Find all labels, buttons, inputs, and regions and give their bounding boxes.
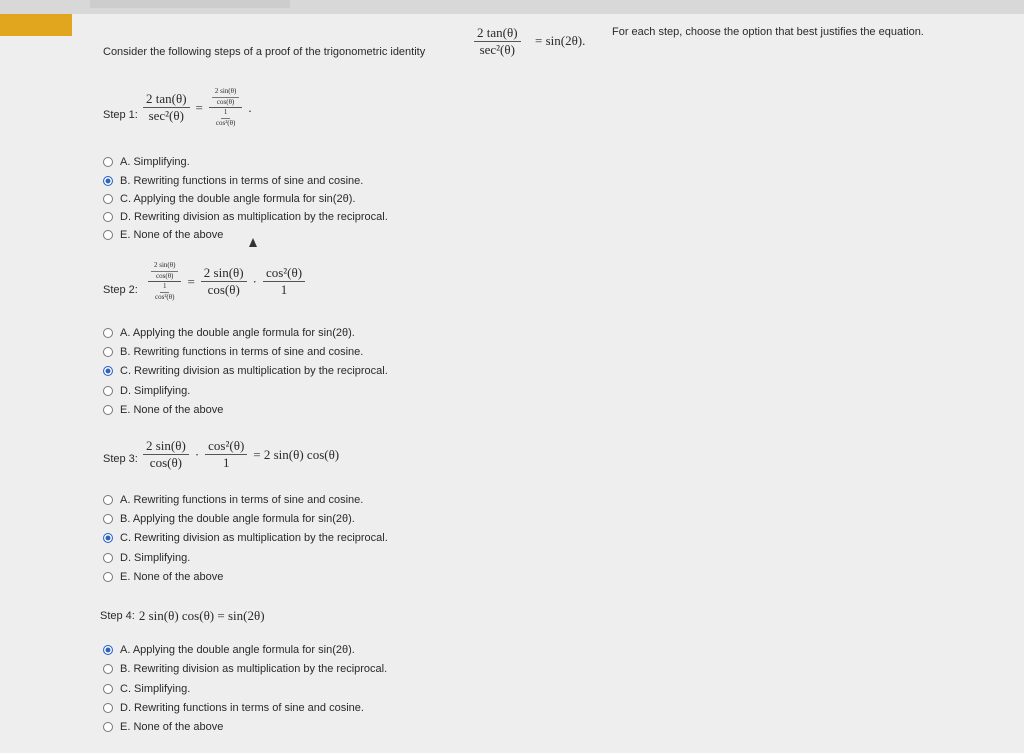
radio-icon[interactable] xyxy=(103,212,113,222)
option-label: A. Applying the double angle formula for sin(2θ). xyxy=(120,327,355,339)
step-2-option-b[interactable] xyxy=(103,344,363,360)
step-4-option-c[interactable] xyxy=(103,681,190,697)
radio-icon[interactable] xyxy=(103,722,113,732)
radio-icon[interactable] xyxy=(103,328,113,338)
step-4-label: Step 4: xyxy=(100,610,135,622)
step-1-option-c[interactable] xyxy=(103,191,355,207)
step-2-lhs-inner-numerator: 2 sin(θ) xyxy=(151,262,178,272)
radio-icon[interactable] xyxy=(103,514,113,524)
accent-tab xyxy=(0,14,72,36)
step-1-option-d[interactable] xyxy=(103,209,388,225)
step-4-option-a[interactable] xyxy=(103,642,355,658)
radio-selected-icon[interactable] xyxy=(103,176,113,186)
option-label: D. Simplifying. xyxy=(120,552,191,564)
step-4-option-e[interactable] xyxy=(103,719,223,735)
step-2-label: Step 2: xyxy=(103,284,138,296)
step-4-option-b[interactable] xyxy=(103,661,387,677)
radio-icon[interactable] xyxy=(103,194,113,204)
step-3-option-d[interactable] xyxy=(103,550,190,566)
radio-selected-icon[interactable] xyxy=(103,645,113,655)
step-1-option-e[interactable] xyxy=(103,227,223,243)
step-2-rhs-b-numerator: cos²(θ) xyxy=(263,266,305,282)
radio-icon[interactable] xyxy=(103,230,113,240)
option-label: B. Applying the double angle formula for sin(2θ). xyxy=(120,513,355,525)
identity-fraction xyxy=(474,26,521,58)
radio-icon[interactable] xyxy=(103,495,113,505)
identity-rhs: = sin(2θ). xyxy=(535,33,586,48)
option-label: A. Rewriting functions in terms of sine and cosine. xyxy=(120,494,364,506)
identity-numerator: 2 tan(θ) xyxy=(474,26,521,42)
step-1-rhs-lower-numerator: 1 xyxy=(221,109,231,119)
step-3-lhs-b-numerator: cos²(θ) xyxy=(205,439,247,455)
equals-sign: = xyxy=(187,273,195,289)
multiply-dot: · xyxy=(194,446,200,462)
step-1-option-b[interactable] xyxy=(103,173,363,189)
option-label: B. Rewriting division as multiplication by the reciprocal. xyxy=(120,663,388,675)
step-1-equation xyxy=(143,88,252,128)
radio-icon[interactable] xyxy=(103,684,113,694)
step-2-lhs-lower-denominator: cos²(θ) xyxy=(154,293,175,302)
step-1-label: Step 1: xyxy=(103,109,138,121)
step-3-label: Step 3: xyxy=(103,453,138,465)
step-2-option-e[interactable] xyxy=(103,402,223,418)
radio-icon[interactable] xyxy=(103,703,113,713)
option-label: E. None of the above xyxy=(120,404,224,416)
step-2-lhs-lower-numerator: 1 xyxy=(160,283,170,293)
step-2-option-a[interactable] xyxy=(103,325,355,341)
option-label: E. None of the above xyxy=(120,721,224,733)
step-3-option-b[interactable] xyxy=(103,511,355,527)
step-3-option-a[interactable] xyxy=(103,492,363,508)
mouse-cursor-icon xyxy=(249,238,257,247)
step-1-rhs-inner-denominator: cos(θ) xyxy=(216,97,235,106)
option-label: E. None of the above xyxy=(120,229,224,241)
step-1-lhs-numerator: 2 tan(θ) xyxy=(143,92,190,108)
step-3-equation xyxy=(143,439,339,471)
option-label: D. Simplifying. xyxy=(120,385,191,397)
step-3-lhs-b-denominator: 1 xyxy=(222,455,230,471)
step-1-rhs-inner-numerator: 2 sin(θ) xyxy=(212,88,239,98)
option-label: B. Rewriting functions in terms of sine and cosine. xyxy=(120,175,364,187)
radio-icon[interactable] xyxy=(103,664,113,674)
identity-denominator: sec²(θ) xyxy=(479,42,515,58)
option-label: A. Simplifying. xyxy=(120,156,190,168)
step-2-equation xyxy=(148,262,305,302)
radio-icon[interactable] xyxy=(103,157,113,167)
intro-text-before: Consider the following steps of a proof of the trigonometric identity xyxy=(103,46,426,58)
radio-icon[interactable] xyxy=(103,347,113,357)
period: . xyxy=(248,99,252,115)
equals-sign: = xyxy=(195,99,203,115)
step-1-lhs-denominator: sec²(θ) xyxy=(148,108,184,124)
multiply-dot: · xyxy=(252,273,257,289)
option-label: E. None of the above xyxy=(120,571,224,583)
option-label: C. Rewriting division as multiplication by the reciprocal. xyxy=(120,532,388,544)
step-2-lhs-inner-denominator: cos(θ) xyxy=(156,271,174,280)
option-label: A. Applying the double angle formula for sin(2θ). xyxy=(120,644,355,656)
step-1-rhs-lower-denominator: cos²(θ) xyxy=(215,119,236,128)
radio-selected-icon[interactable] xyxy=(103,533,113,543)
option-label: D. Rewriting functions in terms of sine and cosine. xyxy=(120,702,364,714)
step-2-rhs-a-numerator: 2 sin(θ) xyxy=(201,266,247,282)
step-4-row xyxy=(100,608,265,624)
step-2-option-d[interactable] xyxy=(103,383,190,399)
step-4-option-d[interactable] xyxy=(103,700,364,716)
step-3-option-c[interactable] xyxy=(103,530,388,546)
option-label: C. Rewriting division as multiplication by the reciprocal. xyxy=(120,365,388,377)
radio-icon[interactable] xyxy=(103,386,113,396)
top-bar-fade xyxy=(90,0,290,8)
radio-icon[interactable] xyxy=(103,405,113,415)
step-2-rhs-a-denominator: cos(θ) xyxy=(207,282,240,298)
step-4-equation: 2 sin(θ) cos(θ) = sin(2θ) xyxy=(138,608,265,623)
step-3-rhs: = 2 sin(θ) cos(θ) xyxy=(253,446,340,462)
option-label: D. Rewriting division as multiplication by the reciprocal. xyxy=(120,211,388,223)
radio-icon[interactable] xyxy=(103,553,113,563)
step-1-option-a[interactable] xyxy=(103,154,190,170)
step-3-lhs-a-numerator: 2 sin(θ) xyxy=(143,439,189,455)
step-3-lhs-a-denominator: cos(θ) xyxy=(149,455,183,471)
step-2-option-c[interactable] xyxy=(103,363,388,379)
radio-selected-icon[interactable] xyxy=(103,366,113,376)
radio-icon[interactable] xyxy=(103,572,113,582)
option-label: C. Applying the double angle formula for sin(2θ). xyxy=(120,193,356,205)
intro-text-after: For each step, choose the option that best justifies the equation. xyxy=(612,26,924,38)
option-label: C. Simplifying. xyxy=(120,683,191,695)
step-2-rhs-b-denominator: 1 xyxy=(280,282,288,298)
option-label: B. Rewriting functions in terms of sine and cosine. xyxy=(120,346,364,358)
step-3-option-e[interactable] xyxy=(103,569,223,585)
